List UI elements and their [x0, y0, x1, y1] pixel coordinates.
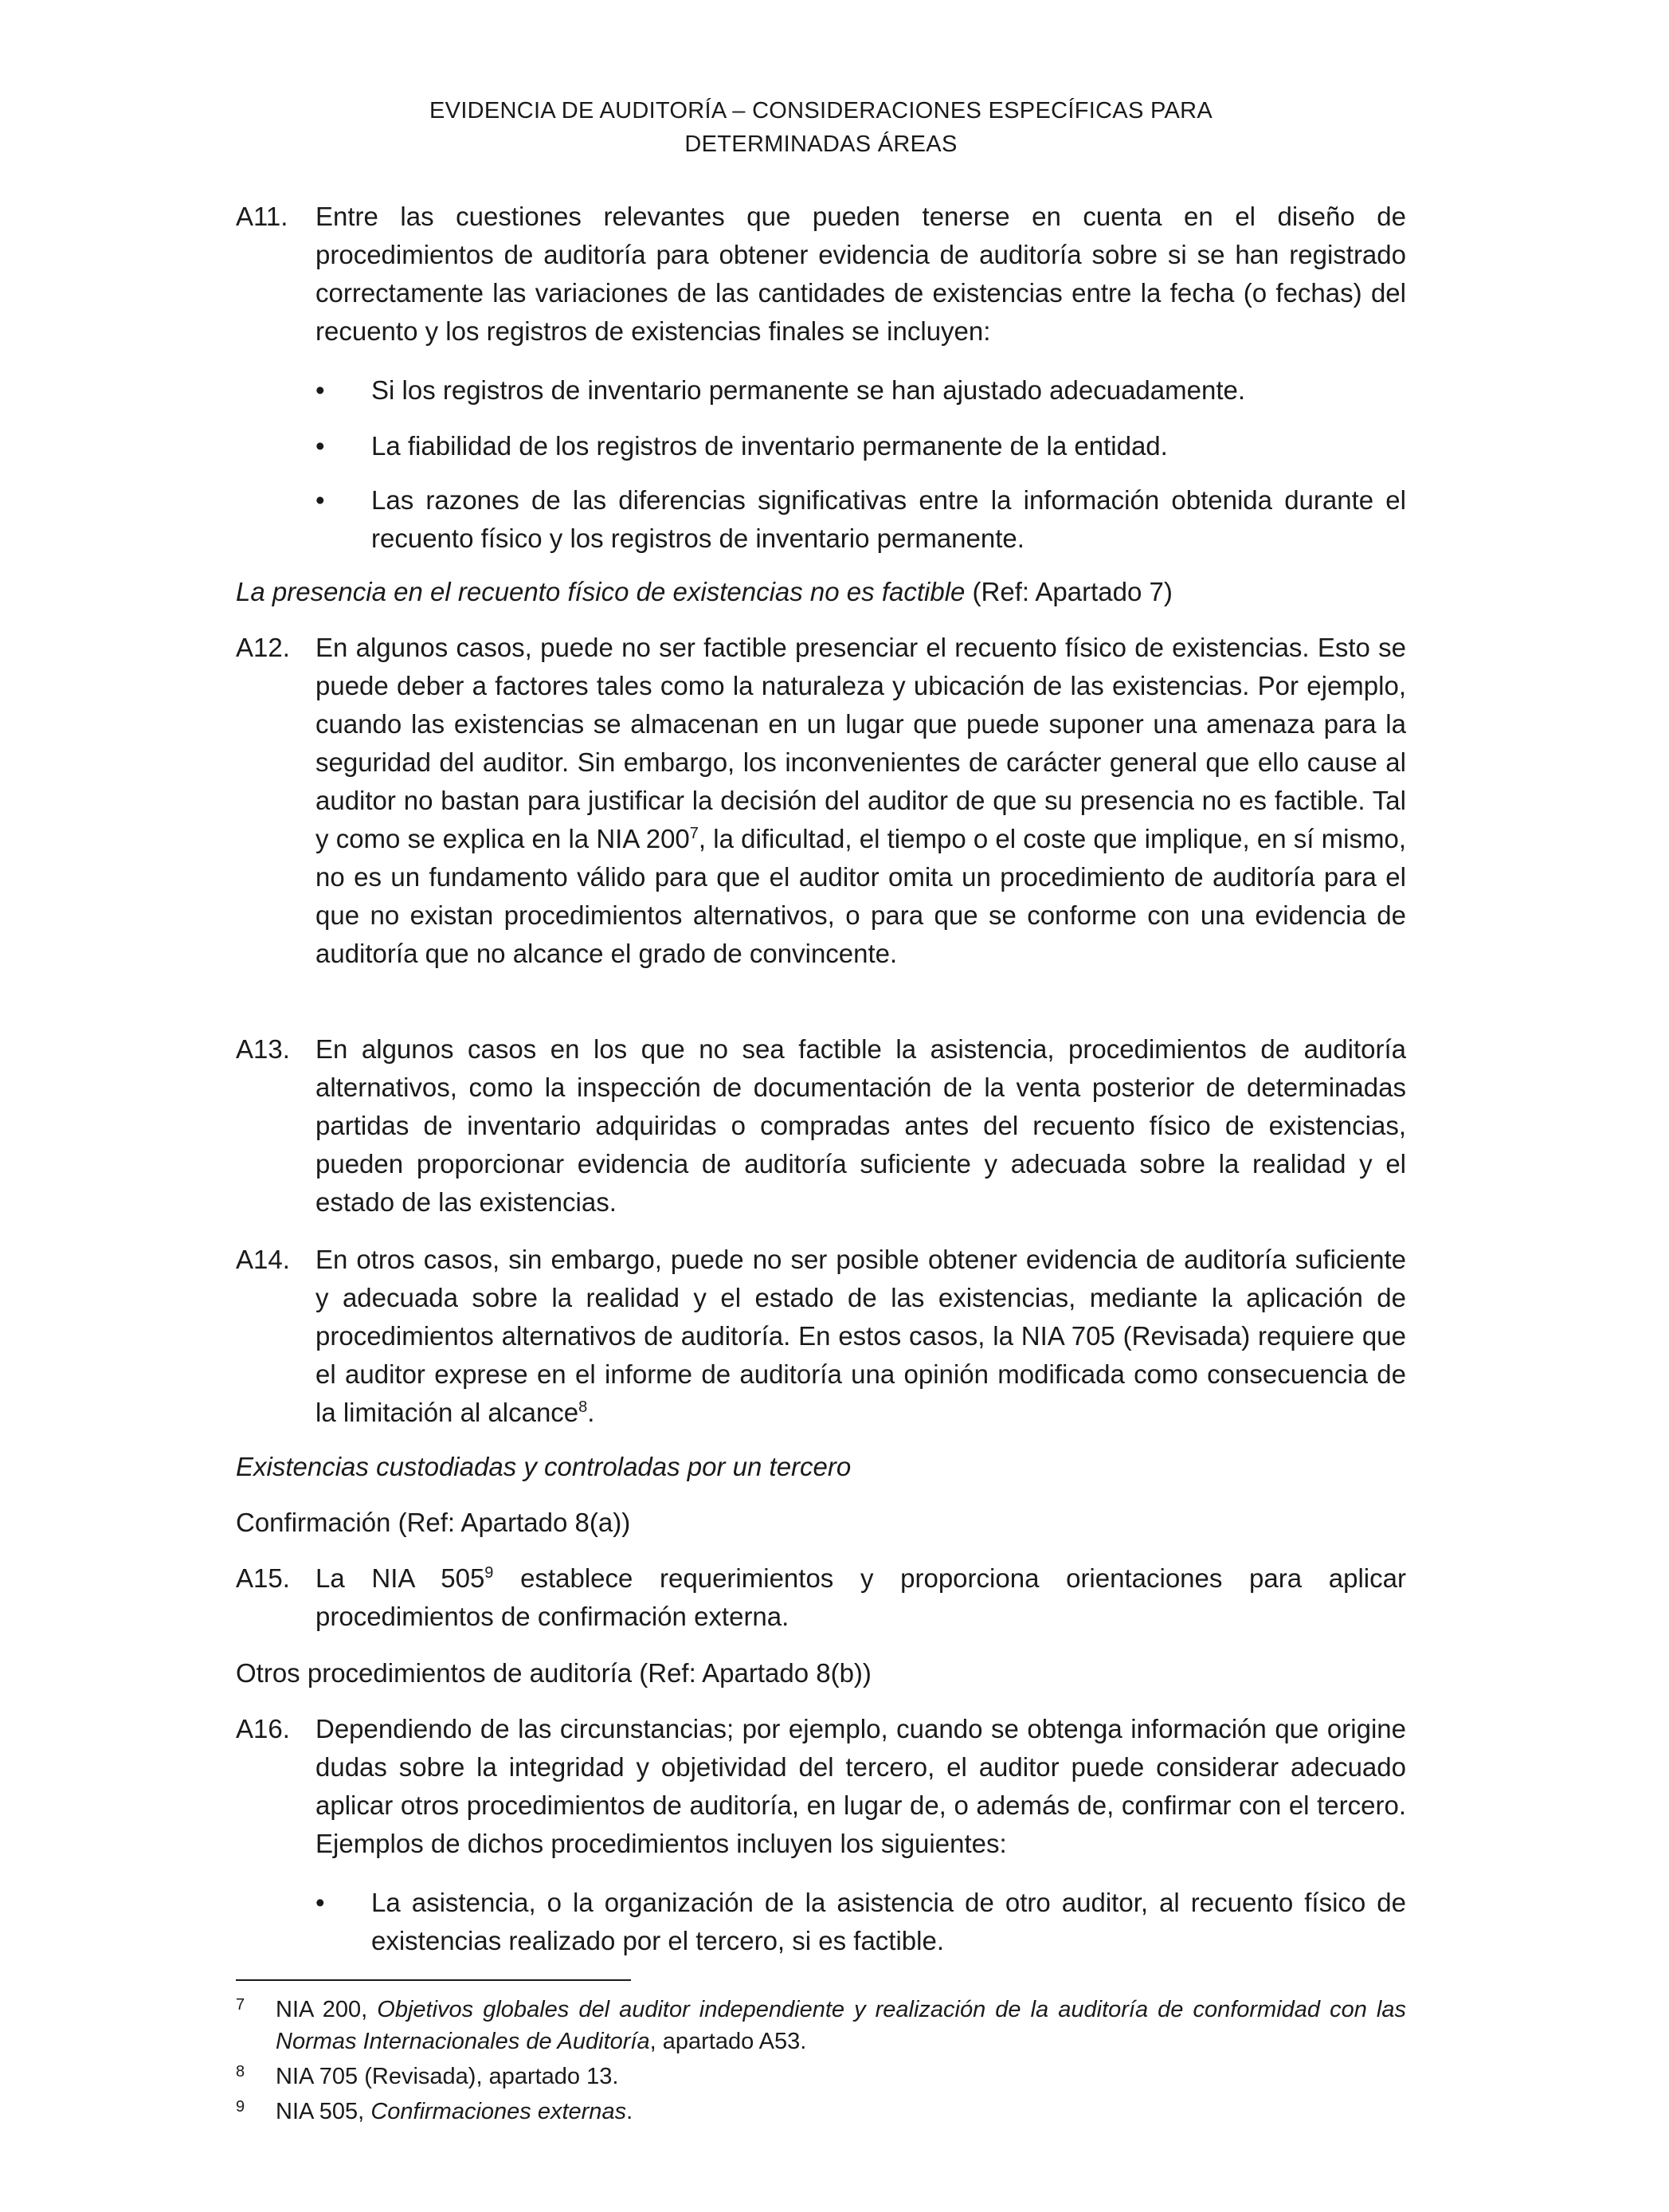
- paragraph-text: En algunos casos en los que no sea factible la asistencia, procedimientos de auditoría alternativos, como la inspección de documentación de la venta posterior de determinadas partidas de inventario adquiridas o compradas antes del recuento físico de existencias, pueden proporcionar evidencia de auditoría suficiente y adecuada sobre la realidad y el estado de las existencias.: [315, 1034, 1406, 1217]
- text-segment: establece requerimientos y proporciona orientaciones para aplicar procedimientos de confirmación externa.: [315, 1563, 1406, 1631]
- footnote-number: 8: [236, 2063, 245, 2081]
- section-heading-presence: [236, 573, 1406, 611]
- heading-ref: (Ref: Apartado 7): [965, 577, 1173, 606]
- paragraph-number: A13.: [236, 1034, 290, 1064]
- footnote-text: [276, 1994, 1406, 2057]
- section-heading-third-party: Existencias custodiadas y controladas por un tercero: [236, 1452, 852, 1481]
- bullet-item: [315, 427, 1406, 465]
- bullet-item: [315, 371, 1406, 410]
- text-segment: .: [587, 1398, 595, 1427]
- paragraph-a11: [236, 198, 1406, 351]
- paragraph-a13: [236, 1030, 1406, 1222]
- heading-italic: La presencia en el recuento físico de existencias no es factible: [236, 577, 966, 606]
- bullet-item: [315, 1884, 1406, 1960]
- text-segment: En otros casos, sin embargo, puede no ser posible obtener evidencia de auditoría suficiente y adecuada sobre la realidad y el estado de las existencias, mediante la aplicación de procedimientos alternativos de auditoría. En estos casos, la NIA 705 (Revisada) requiere que el auditor exprese en el informe de auditoría una opinión modificada como consecuencia de la limitación al alcance: [315, 1245, 1406, 1427]
- footnote-ref: 8: [578, 1398, 588, 1416]
- bullet-glyph: •: [315, 375, 325, 405]
- bullet-glyph: •: [315, 485, 325, 515]
- footnote-7: [236, 1994, 1406, 2057]
- paragraph-number: A16.: [236, 1714, 290, 1743]
- text-segment: NIA 505,: [276, 2099, 371, 2124]
- header-line-2: DETERMINADAS ÁREAS: [684, 131, 958, 157]
- text-segment: , la dificultad, el tiempo o el coste que implique, en sí mismo, no es un fundamento válido para que el auditor omita un procedimiento de auditoría para el que no existan procedimientos alternativos, o para que se conforme con una evidencia de auditoría que no alcance el grado de convincente.: [315, 824, 1406, 968]
- paragraph-a14: [236, 1241, 1406, 1432]
- footnote-text: [276, 2061, 1406, 2092]
- bullet-text: Si los registros de inventario permanente se han ajustado adecuadamente.: [371, 375, 1246, 405]
- paragraph-a16: [236, 1710, 1406, 1863]
- paragraph-a15: [236, 1559, 1406, 1636]
- text-segment: , apartado A53.: [649, 2029, 807, 2054]
- footnote-9: [236, 2096, 1406, 2128]
- bullet-text: La asistencia, o la organización de la asistencia de otro auditor, al recuento físico de existencias realizado por el tercero, si es factible.: [371, 1888, 1406, 1955]
- paragraph-number: A11.: [236, 202, 288, 231]
- footnote-8: [236, 2061, 1406, 2092]
- bullet-item: [315, 481, 1406, 558]
- paragraph-text: [315, 1559, 1406, 1636]
- paragraph-text: Entre las cuestiones relevantes que pueden tenerse en cuenta en el diseño de procedimientos de auditoría para obtener evidencia de auditoría sobre si se han registrado correctamente las variaciones de las cantidades de existencias entre la fecha (o fechas) del recuento y los registros de existencias finales se incluyen:: [315, 202, 1406, 346]
- paragraph-text: Dependiendo de las circunstancias; por ejemplo, cuando se obtenga información que origine dudas sobre la integridad y objetividad del tercero, el auditor puede considerar adecuado aplicar otros procedimientos de auditoría, en lugar de, o además de, confirmar con el tercero. Ejemplos de dichos procedimientos incluyen los siguientes:: [315, 1714, 1406, 1858]
- footnote-ref: 9: [484, 1564, 494, 1582]
- text-segment: Confirmaciones externas: [370, 2099, 627, 2124]
- section-heading-confirmation: Confirmación (Ref: Apartado 8(a)): [236, 1508, 631, 1537]
- text-segment: Objetivos globales del auditor independiente y realización de la auditoría de conformidad con las Normas Internacionales de Auditoría: [276, 1997, 1406, 2054]
- paragraph-a12: [236, 629, 1406, 973]
- header-line-1: EVIDENCIA DE AUDITORÍA – CONSIDERACIONES ESPECÍFICAS PARA: [429, 98, 1213, 124]
- footnote-number: 7: [236, 1996, 245, 2014]
- paragraph-number: A14.: [236, 1245, 290, 1274]
- text-segment: NIA 705 (Revisada), apartado 13.: [276, 2064, 619, 2089]
- paragraph-number: A15.: [236, 1563, 290, 1593]
- text-segment: En algunos casos, puede no ser factible presenciar el recuento físico de existencias. Esto se puede deber a factores tales como la naturaleza y ubicación de las existencias. Por ejemplo, cuando las existencias se almacenan en un lugar que puede suponer una amenaza para la seguridad del auditor. Sin embargo, los inconvenientes de carácter general que ello cause al auditor no bastan para justificar la decisión del auditor de que su presencia no es factible. Tal y como se explica en la NIA 200: [315, 633, 1406, 853]
- footnote-separator: [236, 1979, 631, 1981]
- bullet-glyph: •: [315, 1888, 325, 1917]
- text-segment: .: [626, 2099, 633, 2124]
- bullet-text: Las razones de las diferencias significativas entre la información obtenida durante el recuento físico y los registros de inventario permanente.: [371, 485, 1406, 553]
- bullet-glyph: •: [315, 431, 325, 461]
- text-segment: La NIA 505: [315, 1563, 485, 1593]
- footnote-ref: 7: [689, 825, 699, 842]
- section-heading-other-procedures: Otros procedimientos de auditoría (Ref: Apartado 8(b)): [236, 1658, 872, 1688]
- running-header: [236, 94, 1406, 161]
- paragraph-text: [315, 1241, 1406, 1432]
- paragraph-number: A12.: [236, 633, 290, 662]
- paragraph-text: [315, 629, 1406, 973]
- footnote-number: 9: [236, 2098, 245, 2116]
- footnote-text: [276, 2096, 1406, 2128]
- text-segment: NIA 200,: [276, 1997, 378, 2022]
- bullet-text: La fiabilidad de los registros de inventario permanente de la entidad.: [371, 431, 1168, 461]
